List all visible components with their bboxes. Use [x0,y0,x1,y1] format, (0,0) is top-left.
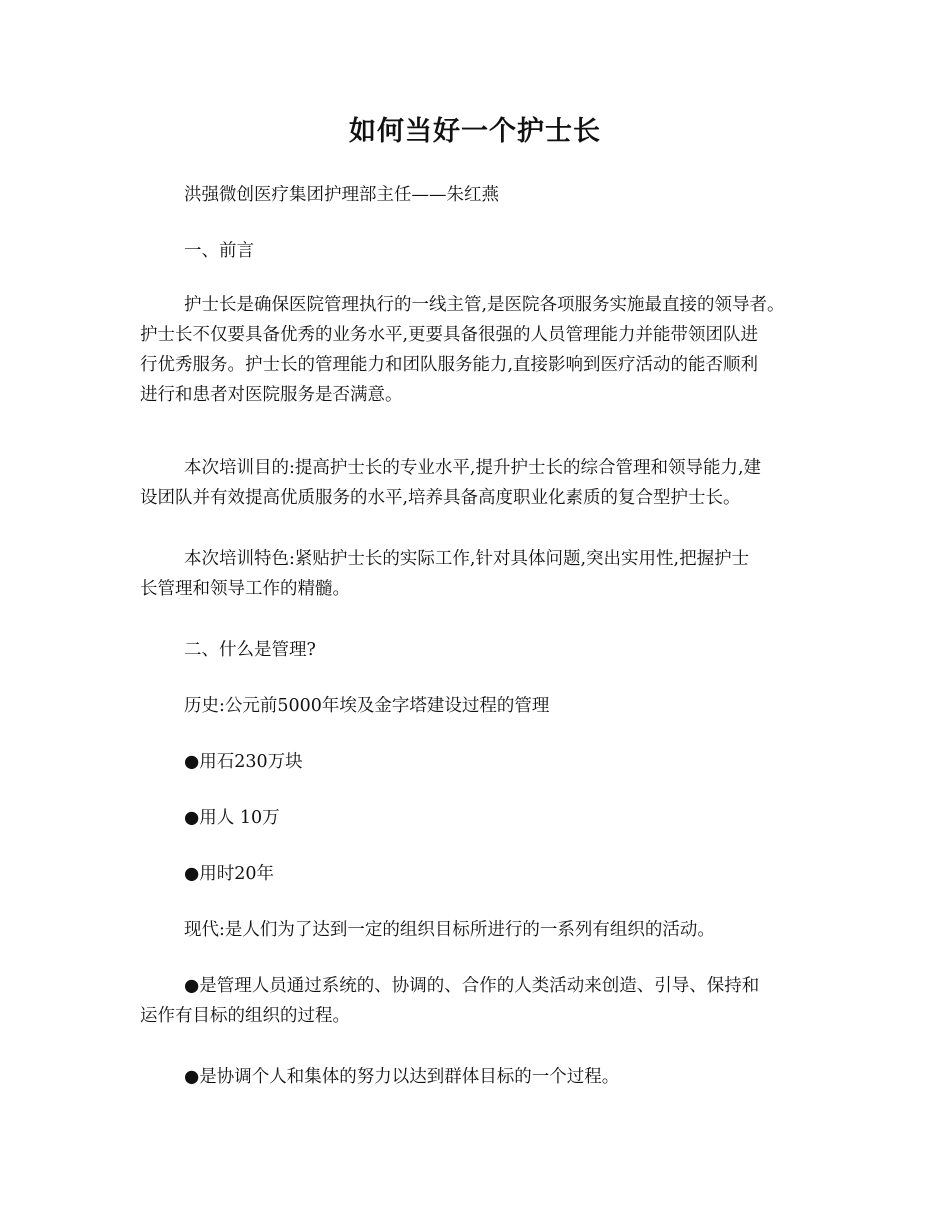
document-title: 如何当好一个护士长 [349,116,601,147]
paragraph-training-goal [140,453,820,513]
paragraph-line: 行优秀服务。护士长的管理能力和团队服务能力,直接影响到医疗活动的能否顺利 [140,355,759,375]
paragraph-line: 护士长不仅要具备优秀的业务水平,更要具备很强的人员管理能力并能带领团队进 [140,325,759,345]
paragraph-line: 二、什么是管理? [184,640,316,660]
paragraph-line: ●用人 10万 [184,808,280,828]
section-heading-management [140,635,820,665]
author-line [140,180,820,210]
bullet-people [140,803,820,833]
paragraph-line: 洪强微创医疗集团护理部主任——朱红燕 [184,185,499,205]
paragraph-training-features [140,544,820,604]
paragraph-modern [140,915,820,945]
paragraph-line: 本次培训目的:提高护士长的专业水平,提升护士长的综合管理和领导能力,建 [184,458,762,478]
paragraph-line: 长管理和领导工作的精髓。 [140,579,350,599]
paragraph-line: 一、前言 [184,241,254,261]
bullet-time [140,859,820,889]
paragraph-line: ●是管理人员通过系统的、协调的、合作的人类活动来创造、引导、保持和 [184,976,760,996]
paragraph-line: 本次培训特色:紧贴护士长的实际工作,针对具体问题,突出实用性,把握护士 [184,549,750,569]
paragraph-line: ●用石230万块 [184,752,303,772]
bullet-management-definition-2 [140,1062,820,1092]
bullet-stones [140,747,820,777]
paragraph-line: 设团队并有效提高优质服务的水平,培养具备高度职业化素质的复合型护士长。 [140,488,741,508]
bullet-management-definition-1 [140,971,820,1031]
paragraph-line: 运作有目标的组织的过程。 [140,1006,350,1026]
section-heading-preface [140,236,820,266]
paragraph-line: 历史:公元前5000年埃及金字塔建设过程的管理 [184,696,550,716]
paragraph-history [140,691,820,721]
paragraph-head-nurse-role [140,290,820,410]
paragraph-line: 进行和患者对医院服务是否满意。 [140,385,403,405]
paragraph-line: ●用时20年 [184,864,275,884]
paragraph-line: 现代:是人们为了达到一定的组织目标所进行的一系列有组织的活动。 [184,920,715,940]
paragraph-line: ●是协调个人和集体的努力以达到群体目标的一个过程。 [184,1067,620,1087]
paragraph-line: 护士长是确保医院管理执行的一线主管,是医院各项服务实施最直接的领导者。 [184,295,785,315]
